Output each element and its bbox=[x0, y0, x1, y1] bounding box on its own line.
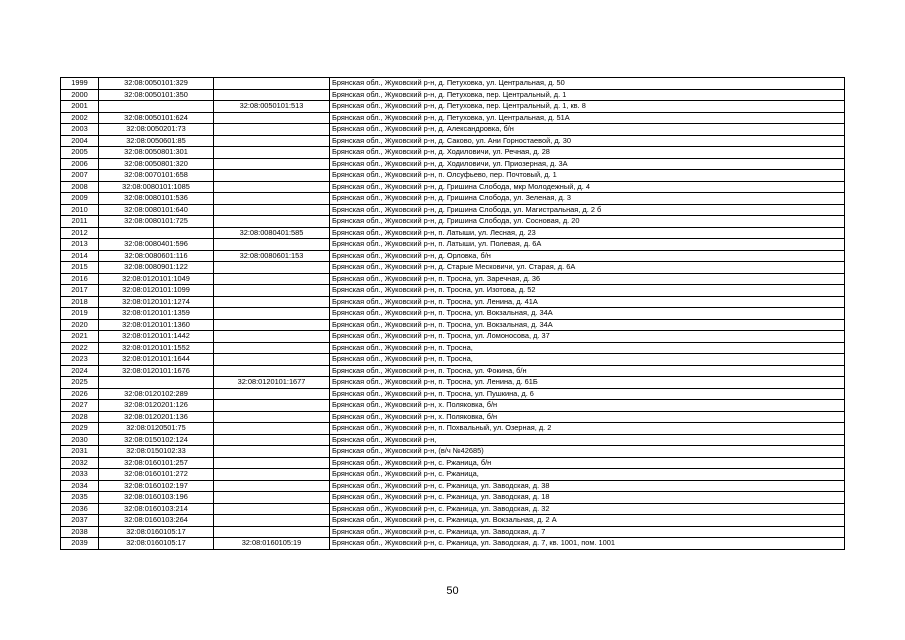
cadastral-number-cell: 32:08:0120101:1274 bbox=[99, 296, 214, 308]
address-cell: Брянская обл., Жуковский р-н, д. Гришина Слобода, ул. Сосновая, д. 20 bbox=[330, 216, 845, 228]
address-cell: Брянская обл., Жуковский р-н, п. Тросна, ул. Вокзальная, д. 34А bbox=[330, 319, 845, 331]
table-row bbox=[61, 216, 845, 228]
cadastral-number-cell: 32:08:0080101:640 bbox=[99, 204, 214, 216]
cadastral-number-cell: 32:08:0120201:126 bbox=[99, 400, 214, 412]
related-cadastral-number-cell bbox=[214, 124, 330, 136]
row-number-cell: 2017 bbox=[61, 285, 99, 297]
cadastral-number-cell: 32:08:0120101:1552 bbox=[99, 342, 214, 354]
address-cell: Брянская обл., Жуковский р-н, п. Тросна, bbox=[330, 342, 845, 354]
row-number-cell: 2038 bbox=[61, 526, 99, 538]
cadastral-number-cell: 32:08:0050601:85 bbox=[99, 135, 214, 147]
related-cadastral-number-cell bbox=[214, 170, 330, 182]
table-row bbox=[61, 400, 845, 412]
address-cell: Брянская обл., Жуковский р-н, п. Тросна, ул. Изотова, д. 52 bbox=[330, 285, 845, 297]
table-row bbox=[61, 296, 845, 308]
address-cell: Брянская обл., Жуковский р-н, п. Тросна, ул. Вокзальная, д. 34А bbox=[330, 308, 845, 320]
table-row bbox=[61, 319, 845, 331]
table-row bbox=[61, 181, 845, 193]
table-row bbox=[61, 135, 845, 147]
related-cadastral-number-cell bbox=[214, 331, 330, 343]
table-row bbox=[61, 285, 845, 297]
address-cell: Брянская обл., Жуковский р-н, д. Старые Месковичи, ул. Старая, д. 6А bbox=[330, 262, 845, 274]
row-number-cell: 2012 bbox=[61, 227, 99, 239]
row-number-cell: 2018 bbox=[61, 296, 99, 308]
related-cadastral-number-cell bbox=[214, 78, 330, 90]
row-number-cell: 2021 bbox=[61, 331, 99, 343]
address-cell: Брянская обл., Жуковский р-н, д. Петуховка, ул. Центральная, д. 51А bbox=[330, 112, 845, 124]
row-number-cell: 2025 bbox=[61, 377, 99, 389]
related-cadastral-number-cell bbox=[214, 411, 330, 423]
register-table-body bbox=[61, 78, 845, 550]
cadastral-number-cell: 32:08:0080101:536 bbox=[99, 193, 214, 205]
cadastral-number-cell: 32:08:0050101:624 bbox=[99, 112, 214, 124]
related-cadastral-number-cell bbox=[214, 434, 330, 446]
row-number-cell: 2014 bbox=[61, 250, 99, 262]
cadastral-number-cell: 32:08:0160101:257 bbox=[99, 457, 214, 469]
table-row bbox=[61, 457, 845, 469]
table-row bbox=[61, 204, 845, 216]
related-cadastral-number-cell bbox=[214, 285, 330, 297]
related-cadastral-number-cell bbox=[214, 308, 330, 320]
cadastral-number-cell: 32:08:0160102:197 bbox=[99, 480, 214, 492]
table-row bbox=[61, 158, 845, 170]
table-row bbox=[61, 147, 845, 159]
cadastral-number-cell: 32:08:0160105:17 bbox=[99, 526, 214, 538]
address-cell: Брянская обл., Жуковский р-н, х. Поляковка, б/н bbox=[330, 411, 845, 423]
cadastral-number-cell: 32:08:0120101:1442 bbox=[99, 331, 214, 343]
row-number-cell: 2033 bbox=[61, 469, 99, 481]
address-cell: Брянская обл., Жуковский р-н, д. Петуховка, пер. Центральный, д. 1 bbox=[330, 89, 845, 101]
related-cadastral-number-cell bbox=[214, 135, 330, 147]
table-row bbox=[61, 526, 845, 538]
related-cadastral-number-cell bbox=[214, 342, 330, 354]
cadastral-number-cell: 32:08:0160101:272 bbox=[99, 469, 214, 481]
address-cell: Брянская обл., Жуковский р-н, х. Поляковка, б/н bbox=[330, 400, 845, 412]
cadastral-number-cell: 32:08:0080601:116 bbox=[99, 250, 214, 262]
related-cadastral-number-cell bbox=[214, 239, 330, 251]
address-cell: Брянская обл., Жуковский р-н, п. Тросна, ул. Фокина, б/н bbox=[330, 365, 845, 377]
cadastral-number-cell: 32:08:0050101:329 bbox=[99, 78, 214, 90]
row-number-cell: 2000 bbox=[61, 89, 99, 101]
row-number-cell: 2024 bbox=[61, 365, 99, 377]
cadastral-number-cell: 32:08:0160103:196 bbox=[99, 492, 214, 504]
cadastral-number-cell: 32:08:0120102:289 bbox=[99, 388, 214, 400]
row-number-cell: 1999 bbox=[61, 78, 99, 90]
address-cell: Брянская обл., Жуковский р-н, п. Тросна, ул. Пушкина, д. 6 bbox=[330, 388, 845, 400]
table-row bbox=[61, 239, 845, 251]
cadastral-number-cell: 32:08:0080101:1085 bbox=[99, 181, 214, 193]
address-cell: Брянская обл., Жуковский р-н, с. Ржаница, ул. Заводская, д. 7, кв. 1001, пом. 1001 bbox=[330, 538, 845, 550]
row-number-cell: 2027 bbox=[61, 400, 99, 412]
address-cell: Брянская обл., Жуковский р-н, п. Тросна, bbox=[330, 354, 845, 366]
related-cadastral-number-cell bbox=[214, 216, 330, 228]
related-cadastral-number-cell bbox=[214, 503, 330, 515]
related-cadastral-number-cell bbox=[214, 423, 330, 435]
address-cell: Брянская обл., Жуковский р-н, д. Гришина Слобода, ул. Магистральная, д. 2 б bbox=[330, 204, 845, 216]
address-cell: Брянская обл., Жуковский р-н, д. Петуховка, ул. Центральная, д. 50 bbox=[330, 78, 845, 90]
address-cell: Брянская обл., Жуковский р-н, п. Тросна, ул. Ленина, д. 61Б bbox=[330, 377, 845, 389]
table-row bbox=[61, 124, 845, 136]
address-cell: Брянская обл., Жуковский р-н, п. Тросна, ул. Ленина, д. 41А bbox=[330, 296, 845, 308]
related-cadastral-number-cell bbox=[214, 400, 330, 412]
table-row bbox=[61, 446, 845, 458]
address-cell: Брянская обл., Жуковский р-н, с. Ржаница, ул. Заводская, д. 18 bbox=[330, 492, 845, 504]
table-row bbox=[61, 193, 845, 205]
related-cadastral-number-cell bbox=[214, 112, 330, 124]
related-cadastral-number-cell: 32:08:0160105:19 bbox=[214, 538, 330, 550]
row-number-cell: 2028 bbox=[61, 411, 99, 423]
address-cell: Брянская обл., Жуковский р-н, д. Александровка, б/н bbox=[330, 124, 845, 136]
cadastral-number-cell: 32:08:0160103:214 bbox=[99, 503, 214, 515]
related-cadastral-number-cell bbox=[214, 273, 330, 285]
row-number-cell: 2030 bbox=[61, 434, 99, 446]
row-number-cell: 2029 bbox=[61, 423, 99, 435]
related-cadastral-number-cell: 32:08:0050101:513 bbox=[214, 101, 330, 113]
address-cell: Брянская обл., Жуковский р-н, д. Ходиловичи, ул. Речная, д. 28 bbox=[330, 147, 845, 159]
address-cell: Брянская обл., Жуковский р-н, п. Латыши, ул. Лесная, д. 23 bbox=[330, 227, 845, 239]
table-row bbox=[61, 434, 845, 446]
table-row bbox=[61, 423, 845, 435]
address-cell: Брянская обл., Жуковский р-н, д. Орловка, б/н bbox=[330, 250, 845, 262]
related-cadastral-number-cell bbox=[214, 262, 330, 274]
table-row bbox=[61, 388, 845, 400]
address-cell: Брянская обл., Жуковский р-н, д. Петуховка, пер. Центральный, д. 1, кв. 8 bbox=[330, 101, 845, 113]
table-row bbox=[61, 170, 845, 182]
related-cadastral-number-cell bbox=[214, 388, 330, 400]
related-cadastral-number-cell: 32:08:0080601:153 bbox=[214, 250, 330, 262]
address-cell: Брянская обл., Жуковский р-н, п. Похвальный, ул. Озерная, д. 2 bbox=[330, 423, 845, 435]
table-row bbox=[61, 342, 845, 354]
table-row bbox=[61, 377, 845, 389]
register-table bbox=[60, 77, 845, 550]
address-cell: Брянская обл., Жуковский р-н, с. Ржаница, ул. Заводская, д. 32 bbox=[330, 503, 845, 515]
cadastral-number-cell: 32:08:0050101:350 bbox=[99, 89, 214, 101]
cadastral-number-cell: 32:08:0120201:136 bbox=[99, 411, 214, 423]
cadastral-number-cell: 32:08:0160105:17 bbox=[99, 538, 214, 550]
related-cadastral-number-cell bbox=[214, 147, 330, 159]
related-cadastral-number-cell bbox=[214, 469, 330, 481]
row-number-cell: 2005 bbox=[61, 147, 99, 159]
related-cadastral-number-cell bbox=[214, 193, 330, 205]
row-number-cell: 2020 bbox=[61, 319, 99, 331]
related-cadastral-number-cell bbox=[214, 181, 330, 193]
related-cadastral-number-cell bbox=[214, 319, 330, 331]
related-cadastral-number-cell bbox=[214, 515, 330, 527]
address-cell: Брянская обл., Жуковский р-н, д. Гришина Слобода, ул. Зеленая, д. 3 bbox=[330, 193, 845, 205]
related-cadastral-number-cell bbox=[214, 158, 330, 170]
row-number-cell: 2010 bbox=[61, 204, 99, 216]
row-number-cell: 2019 bbox=[61, 308, 99, 320]
cadastral-number-cell: 32:08:0160103:264 bbox=[99, 515, 214, 527]
related-cadastral-number-cell bbox=[214, 296, 330, 308]
cadastral-number-cell: 32:08:0120501:75 bbox=[99, 423, 214, 435]
address-cell: Брянская обл., Жуковский р-н, п. Тросна, ул. Заречная, д. 36 bbox=[330, 273, 845, 285]
address-cell: Брянская обл., Жуковский р-н, п. Тросна, ул. Ломоносова, д. 37 bbox=[330, 331, 845, 343]
cadastral-number-cell bbox=[99, 377, 214, 389]
table-row bbox=[61, 308, 845, 320]
address-cell: Брянская обл., Жуковский р-н, с. Ржаница, ул. Заводская, д. 38 bbox=[330, 480, 845, 492]
related-cadastral-number-cell: 32:08:0080401:585 bbox=[214, 227, 330, 239]
row-number-cell: 2037 bbox=[61, 515, 99, 527]
address-cell: Брянская обл., Жуковский р-н, с. Ржаница, ул. Заводская, д. 7 bbox=[330, 526, 845, 538]
related-cadastral-number-cell bbox=[214, 526, 330, 538]
table-row bbox=[61, 492, 845, 504]
table-row bbox=[61, 503, 845, 515]
cadastral-number-cell: 32:08:0150102:33 bbox=[99, 446, 214, 458]
cadastral-number-cell: 32:08:0080901:122 bbox=[99, 262, 214, 274]
cadastral-number-cell: 32:08:0120101:1099 bbox=[99, 285, 214, 297]
row-number-cell: 2001 bbox=[61, 101, 99, 113]
related-cadastral-number-cell bbox=[214, 492, 330, 504]
row-number-cell: 2003 bbox=[61, 124, 99, 136]
table-row bbox=[61, 262, 845, 274]
table-row bbox=[61, 515, 845, 527]
table-row bbox=[61, 89, 845, 101]
table-row bbox=[61, 78, 845, 90]
cadastral-number-cell: 32:08:0080401:596 bbox=[99, 239, 214, 251]
row-number-cell: 2031 bbox=[61, 446, 99, 458]
cadastral-number-cell: 32:08:0050801:301 bbox=[99, 147, 214, 159]
address-cell: Брянская обл., Жуковский р-н, д. Саково, ул. Ани Горностаевой, д. 30 bbox=[330, 135, 845, 147]
related-cadastral-number-cell bbox=[214, 89, 330, 101]
cadastral-number-cell: 32:08:0120101:1644 bbox=[99, 354, 214, 366]
page-number: 50 bbox=[446, 585, 459, 597]
table-row bbox=[61, 112, 845, 124]
table-row bbox=[61, 354, 845, 366]
related-cadastral-number-cell bbox=[214, 204, 330, 216]
table-row bbox=[61, 331, 845, 343]
row-number-cell: 2026 bbox=[61, 388, 99, 400]
row-number-cell: 2008 bbox=[61, 181, 99, 193]
table-row bbox=[61, 273, 845, 285]
row-number-cell: 2007 bbox=[61, 170, 99, 182]
row-number-cell: 2016 bbox=[61, 273, 99, 285]
address-cell: Брянская обл., Жуковский р-н, с. Ржаница, б/н bbox=[330, 457, 845, 469]
row-number-cell: 2035 bbox=[61, 492, 99, 504]
row-number-cell: 2009 bbox=[61, 193, 99, 205]
cadastral-number-cell bbox=[99, 227, 214, 239]
cadastral-number-cell: 32:08:0120101:1359 bbox=[99, 308, 214, 320]
table-row bbox=[61, 538, 845, 550]
row-number-cell: 2011 bbox=[61, 216, 99, 228]
cadastral-number-cell: 32:08:0120101:1049 bbox=[99, 273, 214, 285]
row-number-cell: 2032 bbox=[61, 457, 99, 469]
address-cell: Брянская обл., Жуковский р-н, (в/ч №42685) bbox=[330, 446, 845, 458]
row-number-cell: 2002 bbox=[61, 112, 99, 124]
address-cell: Брянская обл., Жуковский р-н, д. Ходиловичи, ул. Приозерная, д. 3А bbox=[330, 158, 845, 170]
row-number-cell: 2034 bbox=[61, 480, 99, 492]
table-row bbox=[61, 250, 845, 262]
row-number-cell: 2015 bbox=[61, 262, 99, 274]
related-cadastral-number-cell: 32:08:0120101:1677 bbox=[214, 377, 330, 389]
cadastral-number-cell: 32:08:0080101:725 bbox=[99, 216, 214, 228]
address-cell: Брянская обл., Жуковский р-н, с. Ржаница, bbox=[330, 469, 845, 481]
cadastral-number-cell: 32:08:0050201:73 bbox=[99, 124, 214, 136]
row-number-cell: 2006 bbox=[61, 158, 99, 170]
table-row bbox=[61, 480, 845, 492]
row-number-cell: 2023 bbox=[61, 354, 99, 366]
row-number-cell: 2004 bbox=[61, 135, 99, 147]
row-number-cell: 2039 bbox=[61, 538, 99, 550]
cadastral-number-cell: 32:08:0070101:658 bbox=[99, 170, 214, 182]
row-number-cell: 2013 bbox=[61, 239, 99, 251]
table-row bbox=[61, 227, 845, 239]
address-cell: Брянская обл., Жуковский р-н, п. Латыши, ул. Полевая, д. 6А bbox=[330, 239, 845, 251]
address-cell: Брянская обл., Жуковский р-н, bbox=[330, 434, 845, 446]
related-cadastral-number-cell bbox=[214, 354, 330, 366]
related-cadastral-number-cell bbox=[214, 365, 330, 377]
cadastral-number-cell: 32:08:0120101:1676 bbox=[99, 365, 214, 377]
address-cell: Брянская обл., Жуковский р-н, с. Ржаница, ул. Вокзальная, д. 2 А bbox=[330, 515, 845, 527]
table-row bbox=[61, 411, 845, 423]
address-cell: Брянская обл., Жуковский р-н, п. Олсуфьево, пер. Почтовый, д. 1 bbox=[330, 170, 845, 182]
row-number-cell: 2022 bbox=[61, 342, 99, 354]
table-row bbox=[61, 101, 845, 113]
table-row bbox=[61, 469, 845, 481]
cadastral-number-cell: 32:08:0150102:124 bbox=[99, 434, 214, 446]
table-row bbox=[61, 365, 845, 377]
cadastral-number-cell bbox=[99, 101, 214, 113]
related-cadastral-number-cell bbox=[214, 457, 330, 469]
related-cadastral-number-cell bbox=[214, 446, 330, 458]
row-number-cell: 2036 bbox=[61, 503, 99, 515]
cadastral-number-cell: 32:08:0050801:320 bbox=[99, 158, 214, 170]
related-cadastral-number-cell bbox=[214, 480, 330, 492]
address-cell: Брянская обл., Жуковский р-н, д. Гришина Слобода, мкр Молодежный, д. 4 bbox=[330, 181, 845, 193]
cadastral-number-cell: 32:08:0120101:1360 bbox=[99, 319, 214, 331]
